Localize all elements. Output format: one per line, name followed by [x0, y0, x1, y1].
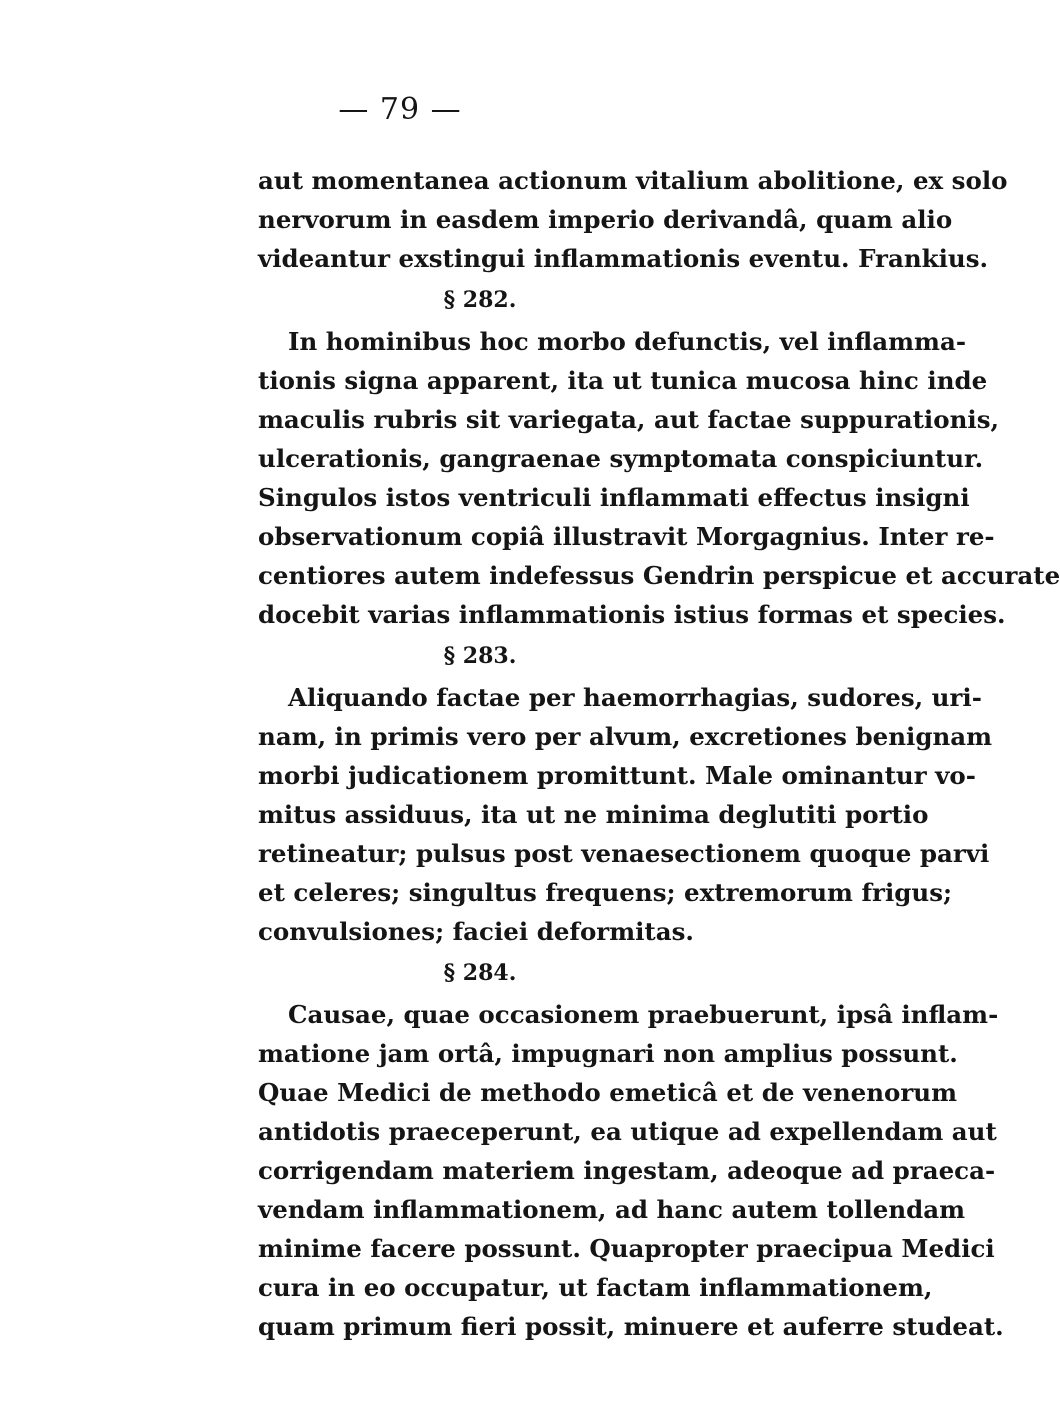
- text-line: matione jam ortâ, impugnari non amplius possunt.: [258, 1039, 958, 1068]
- text-line: nam, in primis vero per alvum, excretiones benignam: [258, 722, 993, 751]
- section-heading: § 282.: [443, 287, 517, 313]
- text-line: centiores autem indefessus Gendrin perspicue et accurate: [258, 561, 1060, 590]
- text-line: minime facere possunt. Quapropter praecipua Medici: [258, 1234, 995, 1263]
- text-line: quam primum fieri possit, minuere et auferre studeat.: [258, 1312, 1004, 1341]
- text-line: Causae, quae occasionem praebuerunt, ipsâ inflam-: [288, 1000, 999, 1029]
- text-line: In hominibus hoc morbo defunctis, vel inflamma-: [288, 327, 966, 356]
- text-line: Quae Medici de methodo emeticâ et de venenorum: [258, 1078, 958, 1107]
- section-283: [258, 634, 993, 951]
- text-line: maculis rubris sit variegata, aut factae suppurationis,: [258, 405, 1000, 434]
- text-line: ulcerationis, gangraenae symptomata conspiciuntur.: [258, 444, 984, 473]
- section-heading: § 283.: [443, 643, 517, 669]
- text-line: convulsiones; faciei deformitas.: [258, 917, 694, 946]
- text-line: docebit varias inflammationis istius formas et species.: [258, 600, 1006, 629]
- text-line: Aliquando factae per haemorrhagias, sudores, uri-: [288, 683, 982, 712]
- text-line: vendam inflammationem, ad hanc autem tollendam: [258, 1195, 966, 1224]
- page-number: — 79 —: [338, 92, 462, 127]
- section-284: [258, 951, 1004, 1346]
- text-line: tionis signa apparent, ita ut tunica mucosa hinc inde: [258, 366, 988, 395]
- section-heading: § 284.: [443, 960, 517, 986]
- text-line: morbi judicationem promittunt. Male ominantur vo-: [258, 761, 976, 790]
- intro-paragraph: [258, 161, 1008, 278]
- text-block: [258, 161, 1060, 1346]
- section-282: [258, 278, 1060, 634]
- text-line: corrigendam materiem ingestam, adeoque ad praeca-: [258, 1156, 996, 1185]
- text-line: et celeres; singultus frequens; extremorum frigus;: [258, 878, 953, 907]
- text-line: aut momentanea actionum vitalium abolitione, ex solo: [258, 166, 1008, 195]
- text-line: observationum copiâ illustravit Morgagnius. Inter re-: [258, 522, 995, 551]
- text-line: mitus assiduus, ita ut ne minima deglutiti portio: [258, 800, 929, 829]
- text-line: retineatur; pulsus post venaesectionem quoque parvi: [258, 839, 990, 868]
- text-line: Singulos istos ventriculi inflammati effectus insigni: [258, 483, 970, 512]
- text-line: nervorum in easdem imperio derivandâ, quam alio: [258, 205, 953, 234]
- text-line: cura in eo occupatur, ut factam inflammationem,: [258, 1273, 933, 1302]
- text-line: antidotis praeceperunt, ea utique ad expellendam aut: [258, 1117, 997, 1146]
- text-line: videantur exstingui inflammationis eventu. Frankius.: [258, 244, 989, 273]
